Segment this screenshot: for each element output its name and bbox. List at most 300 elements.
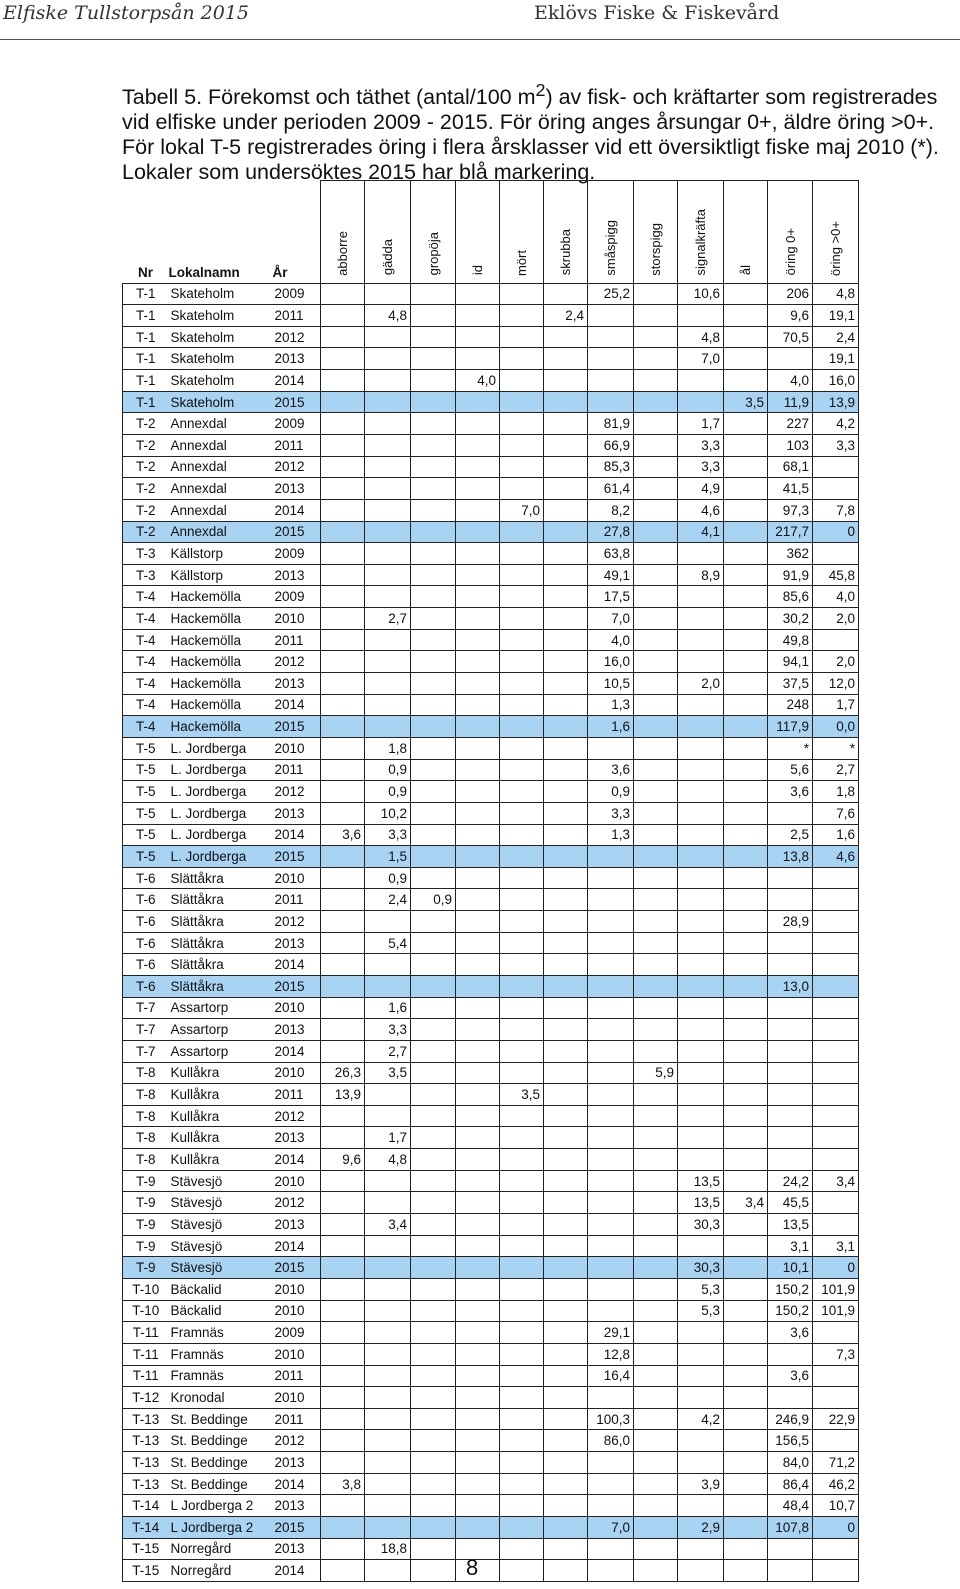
cell-value: 19,1 xyxy=(813,305,859,327)
cell-lokalnamn: Framnäs xyxy=(169,1365,273,1387)
cell-value: 1,7 xyxy=(365,1127,411,1149)
cell-value xyxy=(456,1214,500,1236)
cell-value xyxy=(544,1387,588,1409)
cell-value: 81,9 xyxy=(588,413,634,435)
cell-value: 2,0 xyxy=(813,651,859,673)
cell-nr: T-3 xyxy=(123,564,169,586)
cell-value xyxy=(365,543,411,565)
cell-value xyxy=(724,1365,768,1387)
cell-ar: 2009 xyxy=(273,1322,321,1344)
cell-value xyxy=(321,1127,365,1149)
cell-value xyxy=(456,1322,500,1344)
cell-value xyxy=(500,867,544,889)
cell-value xyxy=(634,1040,678,1062)
cell-value xyxy=(768,889,813,911)
cell-value: 4,8 xyxy=(365,1149,411,1171)
cell-value xyxy=(321,1192,365,1214)
cell-value: 48,4 xyxy=(768,1495,813,1517)
cell-value xyxy=(678,1387,724,1409)
cell-value xyxy=(500,954,544,976)
column-header-label: gropöja xyxy=(425,232,441,276)
cell-value xyxy=(768,1040,813,1062)
cell-value xyxy=(588,1560,634,1582)
cell-value xyxy=(678,629,724,651)
cell-ar: 2011 xyxy=(273,305,321,327)
cell-value xyxy=(544,413,588,435)
cell-value xyxy=(544,716,588,738)
cell-lokalnamn: Skateholm xyxy=(169,348,273,370)
cell-value xyxy=(365,673,411,695)
cell-lokalnamn: Assartorp xyxy=(169,1040,273,1062)
cell-value: 37,5 xyxy=(768,673,813,695)
cell-value xyxy=(411,759,456,781)
cell-value: 246,9 xyxy=(768,1408,813,1430)
cell-value: 107,8 xyxy=(768,1517,813,1539)
cell-value xyxy=(500,1495,544,1517)
cell-value xyxy=(768,867,813,889)
cell-value xyxy=(544,608,588,630)
cell-value xyxy=(365,413,411,435)
cell-value xyxy=(724,1408,768,1430)
cell-value xyxy=(678,1105,724,1127)
cell-value xyxy=(678,759,724,781)
cell-lokalnamn: Kronodal xyxy=(169,1387,273,1409)
cell-ar: 2012 xyxy=(273,1105,321,1127)
cell-value xyxy=(544,802,588,824)
cell-value xyxy=(678,1343,724,1365)
cell-value xyxy=(456,781,500,803)
cell-lokalnamn: Annexdal xyxy=(169,456,273,478)
cell-value xyxy=(365,478,411,500)
cell-value xyxy=(456,305,500,327)
cell-value xyxy=(456,1473,500,1495)
cell-value xyxy=(544,499,588,521)
cell-value xyxy=(544,889,588,911)
cell-value: 4,8 xyxy=(813,283,859,305)
cell-value xyxy=(544,586,588,608)
table-row xyxy=(123,1343,859,1365)
cell-lokalnamn: Slättåkra xyxy=(169,976,273,998)
cell-nr: T-13 xyxy=(123,1408,169,1430)
cell-value xyxy=(544,1040,588,1062)
cell-value: 7,8 xyxy=(813,499,859,521)
cell-value xyxy=(321,802,365,824)
cell-ar: 2010 xyxy=(273,997,321,1019)
cell-value xyxy=(544,1278,588,1300)
cell-value xyxy=(411,348,456,370)
cell-nr: T-11 xyxy=(123,1343,169,1365)
cell-value xyxy=(456,586,500,608)
cell-value xyxy=(544,521,588,543)
column-header-label: öring 0+ xyxy=(782,228,798,276)
cell-value xyxy=(321,521,365,543)
cell-value xyxy=(321,1214,365,1236)
cell-value xyxy=(500,824,544,846)
cell-value xyxy=(724,1300,768,1322)
table-row xyxy=(123,1452,859,1474)
cell-lokalnamn: L. Jordberga xyxy=(169,737,273,759)
cell-value xyxy=(321,326,365,348)
table-row xyxy=(123,1062,859,1084)
cell-value xyxy=(365,1517,411,1539)
cell-value xyxy=(588,1452,634,1474)
cell-value xyxy=(456,478,500,500)
cell-value xyxy=(634,305,678,327)
cell-value xyxy=(724,543,768,565)
cell-value xyxy=(411,564,456,586)
cell-value xyxy=(724,802,768,824)
cell-value: 217,7 xyxy=(768,521,813,543)
cell-value xyxy=(321,1430,365,1452)
cell-ar: 2011 xyxy=(273,1408,321,1430)
cell-value xyxy=(724,1084,768,1106)
cell-nr: T-4 xyxy=(123,608,169,630)
cell-ar: 2014 xyxy=(273,1560,321,1582)
cell-value xyxy=(411,370,456,392)
cell-ar: 2014 xyxy=(273,499,321,521)
cell-value: 18,8 xyxy=(365,1538,411,1560)
cell-value xyxy=(321,1343,365,1365)
cell-value xyxy=(500,478,544,500)
cell-value xyxy=(634,1538,678,1560)
cell-value xyxy=(813,954,859,976)
cell-value xyxy=(544,954,588,976)
table-row xyxy=(123,1170,859,1192)
cell-nr: T-12 xyxy=(123,1387,169,1409)
cell-value xyxy=(321,1517,365,1539)
cell-value: 13,5 xyxy=(678,1192,724,1214)
cell-value xyxy=(813,1192,859,1214)
cell-value xyxy=(411,1278,456,1300)
cell-value xyxy=(634,954,678,976)
cell-ar: 2011 xyxy=(273,759,321,781)
cell-nr: T-9 xyxy=(123,1192,169,1214)
cell-lokalnamn: Stävesjö xyxy=(169,1257,273,1279)
table-row xyxy=(123,1560,859,1582)
cell-value: 1,8 xyxy=(365,737,411,759)
cell-value: 27,8 xyxy=(588,521,634,543)
cell-value xyxy=(544,1105,588,1127)
table-row xyxy=(123,1257,859,1279)
table-row xyxy=(123,305,859,327)
cell-value xyxy=(500,1430,544,1452)
cell-value: 70,5 xyxy=(768,326,813,348)
cell-value xyxy=(456,326,500,348)
cell-ar: 2013 xyxy=(273,1019,321,1041)
cell-value xyxy=(724,434,768,456)
cell-value xyxy=(544,1538,588,1560)
column-header-label: skrubba xyxy=(558,229,573,276)
cell-value xyxy=(365,326,411,348)
cell-value xyxy=(544,1517,588,1539)
cell-value xyxy=(500,1062,544,1084)
cell-value xyxy=(456,673,500,695)
column-header-gadda xyxy=(365,181,411,284)
cell-value xyxy=(588,1170,634,1192)
cell-value xyxy=(365,586,411,608)
cell-value xyxy=(634,694,678,716)
cell-value: 24,2 xyxy=(768,1170,813,1192)
cell-value xyxy=(456,954,500,976)
cell-value xyxy=(544,456,588,478)
cell-lokalnamn: St. Beddinge xyxy=(169,1473,273,1495)
cell-nr: T-6 xyxy=(123,976,169,998)
cell-value xyxy=(544,1127,588,1149)
cell-value xyxy=(634,521,678,543)
cell-value xyxy=(588,889,634,911)
cell-value xyxy=(634,1473,678,1495)
cell-value xyxy=(634,1365,678,1387)
cell-value: 3,5 xyxy=(724,391,768,413)
cell-value: 2,7 xyxy=(365,1040,411,1062)
column-header-label: storspigg xyxy=(648,222,663,276)
cell-value xyxy=(634,348,678,370)
cell-lokalnamn: St. Beddinge xyxy=(169,1452,273,1474)
cell-value: 156,5 xyxy=(768,1430,813,1452)
cell-value xyxy=(456,737,500,759)
cell-value xyxy=(678,1495,724,1517)
cell-nr: T-2 xyxy=(123,499,169,521)
cell-value xyxy=(544,824,588,846)
column-header-mort xyxy=(500,181,544,284)
column-header-label: gädda xyxy=(380,239,395,276)
cell-lokalnamn: L Jordberga 2 xyxy=(169,1517,273,1539)
column-header-signalkrafta xyxy=(678,181,724,284)
cell-value xyxy=(724,1235,768,1257)
cell-ar: 2013 xyxy=(273,673,321,695)
cell-value xyxy=(634,737,678,759)
cell-value xyxy=(588,976,634,998)
cell-value xyxy=(411,1214,456,1236)
cell-value: 13,9 xyxy=(321,1084,365,1106)
cell-value xyxy=(724,326,768,348)
cell-value xyxy=(500,1560,544,1582)
cell-lokalnamn: Bäckalid xyxy=(169,1278,273,1300)
cell-value xyxy=(634,997,678,1019)
cell-value xyxy=(768,1343,813,1365)
cell-lokalnamn: Skateholm xyxy=(169,391,273,413)
cell-value: 10,5 xyxy=(588,673,634,695)
cell-value xyxy=(500,673,544,695)
cell-value xyxy=(321,586,365,608)
cell-nr: T-5 xyxy=(123,802,169,824)
cell-value xyxy=(588,1084,634,1106)
cell-nr: T-13 xyxy=(123,1473,169,1495)
cell-value xyxy=(544,1343,588,1365)
cell-value xyxy=(544,1214,588,1236)
cell-value xyxy=(456,1040,500,1062)
cell-value: 3,6 xyxy=(588,759,634,781)
cell-value xyxy=(588,1149,634,1171)
cell-value xyxy=(813,1040,859,1062)
cell-value xyxy=(634,759,678,781)
column-header-label: signalkräfta xyxy=(693,209,708,276)
cell-value xyxy=(768,1387,813,1409)
cell-value xyxy=(500,1192,544,1214)
cell-value xyxy=(456,1127,500,1149)
cell-ar: 2011 xyxy=(273,1365,321,1387)
cell-lokalnamn: Stävesjö xyxy=(169,1214,273,1236)
cell-ar: 2010 xyxy=(273,608,321,630)
cell-ar: 2013 xyxy=(273,932,321,954)
cell-value xyxy=(411,1495,456,1517)
cell-value xyxy=(678,889,724,911)
cell-value xyxy=(321,305,365,327)
cell-ar: 2009 xyxy=(273,586,321,608)
cell-value xyxy=(724,1430,768,1452)
cell-value xyxy=(321,370,365,392)
cell-value xyxy=(456,1084,500,1106)
cell-value xyxy=(321,1170,365,1192)
cell-value xyxy=(588,1235,634,1257)
cell-value xyxy=(544,434,588,456)
cell-lokalnamn: Slättåkra xyxy=(169,911,273,933)
cell-value xyxy=(500,1300,544,1322)
cell-value xyxy=(544,997,588,1019)
cell-nr: T-8 xyxy=(123,1149,169,1171)
cell-value xyxy=(456,456,500,478)
cell-value xyxy=(321,478,365,500)
cell-value xyxy=(544,1019,588,1041)
table-row xyxy=(123,370,859,392)
cell-lokalnamn: St. Beddinge xyxy=(169,1430,273,1452)
cell-value xyxy=(724,716,768,738)
column-header-ar: År xyxy=(272,264,288,280)
cell-value xyxy=(634,608,678,630)
cell-value xyxy=(365,629,411,651)
cell-value xyxy=(365,1473,411,1495)
cell-value xyxy=(813,1214,859,1236)
cell-value xyxy=(456,651,500,673)
cell-value: 4,8 xyxy=(365,305,411,327)
cell-lokalnamn: Kullåkra xyxy=(169,1062,273,1084)
cell-nr: T-1 xyxy=(123,283,169,305)
cell-value: 10,7 xyxy=(813,1495,859,1517)
cell-lokalnamn: Kullåkra xyxy=(169,1127,273,1149)
cell-value xyxy=(321,348,365,370)
cell-value: 91,9 xyxy=(768,564,813,586)
cell-value: 7,0 xyxy=(500,499,544,521)
cell-value xyxy=(544,976,588,998)
cell-value: 7,0 xyxy=(588,1517,634,1539)
cell-value: 362 xyxy=(768,543,813,565)
cell-value xyxy=(544,348,588,370)
cell-lokalnamn: Assartorp xyxy=(169,997,273,1019)
cell-value xyxy=(411,846,456,868)
cell-value xyxy=(724,1495,768,1517)
cell-value xyxy=(724,954,768,976)
cell-value xyxy=(321,846,365,868)
cell-lokalnamn: Hackemölla xyxy=(169,716,273,738)
cell-value xyxy=(588,1538,634,1560)
cell-value xyxy=(724,1019,768,1041)
cell-value xyxy=(411,932,456,954)
cell-value xyxy=(588,737,634,759)
cell-value xyxy=(678,737,724,759)
table-row xyxy=(123,1430,859,1452)
cell-value xyxy=(411,824,456,846)
table-row xyxy=(123,413,859,435)
cell-value: 3,3 xyxy=(588,802,634,824)
cell-ar: 2014 xyxy=(273,1473,321,1495)
cell-value xyxy=(456,413,500,435)
cell-value xyxy=(724,737,768,759)
cell-value: 22,9 xyxy=(813,1408,859,1430)
cell-nr: T-2 xyxy=(123,456,169,478)
cell-value xyxy=(678,781,724,803)
cell-value xyxy=(724,932,768,954)
cell-value: * xyxy=(813,737,859,759)
cell-value xyxy=(411,867,456,889)
table-row xyxy=(123,1214,859,1236)
cell-value xyxy=(768,932,813,954)
cell-value xyxy=(768,1560,813,1582)
cell-value xyxy=(411,673,456,695)
cell-value xyxy=(411,1170,456,1192)
cell-value xyxy=(411,781,456,803)
header-title-left: Elfiske Tullstorpsån 2015 xyxy=(3,2,250,24)
cell-ar: 2012 xyxy=(273,651,321,673)
cell-lokalnamn: St. Beddinge xyxy=(169,1408,273,1430)
cell-value: 117,9 xyxy=(768,716,813,738)
cell-value xyxy=(500,1278,544,1300)
cell-value xyxy=(678,651,724,673)
cell-value: 227 xyxy=(768,413,813,435)
cell-nr: T-5 xyxy=(123,781,169,803)
cell-value xyxy=(365,1278,411,1300)
table-row xyxy=(123,478,859,500)
cell-lokalnamn: L. Jordberga xyxy=(169,846,273,868)
cell-value xyxy=(365,1560,411,1582)
cell-lokalnamn: L. Jordberga xyxy=(169,824,273,846)
cell-value xyxy=(365,1105,411,1127)
cell-value xyxy=(588,348,634,370)
cell-lokalnamn: Annexdal xyxy=(169,521,273,543)
cell-value xyxy=(544,1473,588,1495)
cell-value xyxy=(456,1149,500,1171)
cell-value xyxy=(724,1105,768,1127)
cell-lokalnamn: Slättåkra xyxy=(169,954,273,976)
cell-value xyxy=(678,976,724,998)
cell-value xyxy=(456,1192,500,1214)
cell-value xyxy=(634,413,678,435)
cell-value: 13,9 xyxy=(813,391,859,413)
cell-value xyxy=(544,1365,588,1387)
cell-value: 7,3 xyxy=(813,1343,859,1365)
cell-value: 0,0 xyxy=(813,716,859,738)
cell-value: 2,4 xyxy=(365,889,411,911)
column-header-label: småspigg xyxy=(603,219,618,276)
cell-value xyxy=(411,1517,456,1539)
cell-value xyxy=(321,1300,365,1322)
cell-value xyxy=(634,1343,678,1365)
cell-value: 11,9 xyxy=(768,391,813,413)
cell-value: 85,3 xyxy=(588,456,634,478)
cell-ar: 2013 xyxy=(273,1538,321,1560)
cell-ar: 2015 xyxy=(273,391,321,413)
cell-value xyxy=(456,911,500,933)
cell-value: 248 xyxy=(768,694,813,716)
cell-value xyxy=(321,759,365,781)
cell-value xyxy=(500,1473,544,1495)
cell-value xyxy=(813,1538,859,1560)
cell-value xyxy=(813,889,859,911)
cell-nr: T-4 xyxy=(123,651,169,673)
cell-value xyxy=(456,976,500,998)
cell-value xyxy=(588,1062,634,1084)
column-header-label: mört xyxy=(514,249,529,276)
cell-value xyxy=(500,1105,544,1127)
